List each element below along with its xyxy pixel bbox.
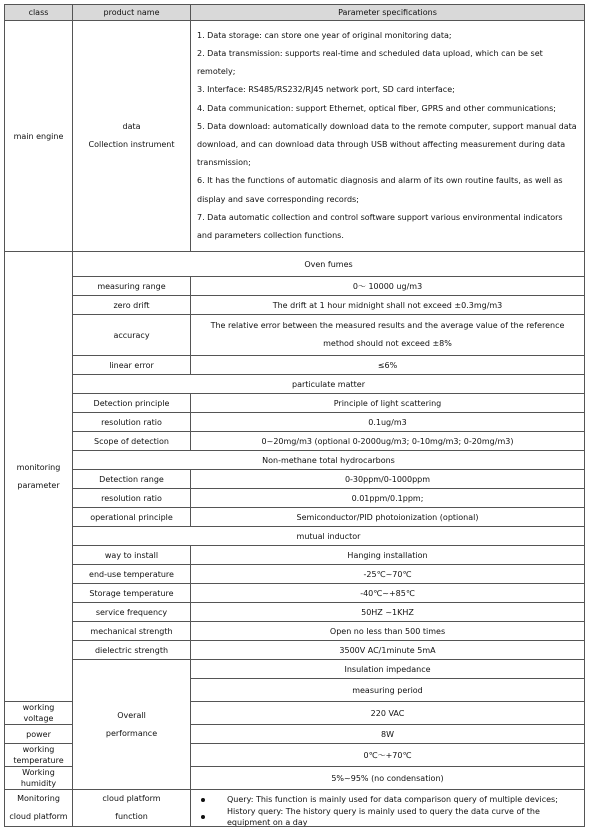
class-line-2: cloud platform [9, 812, 68, 821]
param-name: accuracy [73, 315, 191, 356]
param-value: 50HZ ~1KHZ [191, 603, 585, 622]
param-value: Principle of light scattering [191, 394, 585, 413]
param-name: Storage temperature [73, 584, 191, 603]
spec-item: 5. Data download: automatically download data to the remote computer, support manual data download, and can download data through USB without affecting measurement during data transmission; [197, 121, 577, 168]
param-name: zero drift [73, 296, 191, 315]
table-row [5, 470, 585, 489]
table-row [5, 356, 585, 375]
param-name: operational principle [73, 508, 191, 527]
param-value: 0~20mg/m3 (optional 0-2000ug/m3; 0-10mg/m3; 0-20mg/m3) [191, 432, 585, 451]
table-row [5, 584, 585, 603]
product-line-2: Collection instrument [88, 140, 175, 149]
param-name: Scope of detection [73, 432, 191, 451]
table-row [5, 394, 585, 413]
param-value: 0.01ppm/0.1ppm; [191, 489, 585, 508]
param-name: power [5, 725, 73, 744]
main-engine-row [5, 21, 585, 252]
spec-item: 2. Data transmission: supports real-time and scheduled data upload, which can be set remotely; [197, 48, 543, 77]
param-value: 8W [191, 725, 585, 744]
header-params: Parameter specifications [191, 5, 585, 21]
param-value: 3500V AC/1minute 5mA [191, 641, 585, 660]
param-name: measuring period [191, 679, 585, 702]
section-title: Oven fumes [73, 252, 585, 277]
param-name: Detection range [73, 470, 191, 489]
param-name: measuring range [73, 277, 191, 296]
header-class: class [5, 5, 73, 21]
spec-item: 7. Data automatic collection and control software support various environmental indicators and parameters collection functions. [197, 212, 563, 241]
product-line-2: function [115, 812, 148, 821]
section-nmhc [5, 451, 585, 470]
class-line-1: monitoring [16, 462, 61, 472]
header-row [5, 5, 585, 21]
spec-item: 6. It has the functions of automatic diagnosis and alarm of its own routine faults, as well as display and save corresponding records; [197, 176, 563, 204]
section-mutual-inductor [5, 527, 585, 546]
section-particulate-matter [5, 375, 585, 394]
param-value: ≤6% [191, 356, 585, 375]
table-row [5, 489, 585, 508]
param-value: 0.1ug/m3 [191, 413, 585, 432]
product-line-1: data [122, 122, 141, 131]
table-row [5, 508, 585, 527]
param-value: 0-30ppm/0-1000ppm [191, 470, 585, 489]
product-cloud-function [73, 790, 191, 827]
cloud-spec [191, 790, 585, 827]
bullet-icon [201, 815, 205, 819]
param-value: Semiconductor/PID photoionization (optional) [191, 508, 585, 527]
spec-item: 1. Data storage: can store one year of original monitoring data; [197, 30, 452, 40]
param-name: Detection principle [73, 394, 191, 413]
param-name: end-use temperature [73, 565, 191, 584]
param-value: 0℃～+70℃ [191, 744, 585, 767]
section-title: particulate matter [73, 375, 585, 394]
param-value: Hanging installation [191, 546, 585, 565]
table-row [5, 660, 585, 679]
param-name: Working humidity [5, 767, 73, 790]
param-name: service frequency [73, 603, 191, 622]
product-line-1: cloud platform [102, 794, 161, 803]
main-engine-spec [191, 21, 585, 252]
cloud-row [5, 790, 585, 827]
spec-item: 4. Data communication: support Ethernet, optical fiber, GPRS and other communications; [197, 103, 556, 113]
section-title: Non-methane total hydrocarbons [73, 451, 585, 470]
param-name: resolution ratio [73, 489, 191, 508]
class-main-engine: main engine [5, 21, 73, 252]
param-name: Insulation impedance [191, 660, 585, 679]
class-line-1: Monitoring [17, 794, 60, 803]
table-row [5, 546, 585, 565]
header-product-name: product name [73, 5, 191, 21]
class-overall-performance [73, 660, 191, 790]
section-oven-fumes [5, 252, 585, 277]
param-value: 0～ 10000 ug/m3 [191, 277, 585, 296]
param-value: 220 VAC [191, 702, 585, 725]
table-row [5, 432, 585, 451]
table-row [5, 641, 585, 660]
table-row [5, 296, 585, 315]
param-value: The relative error between the measured results and the average value of the reference method should not exceed ±8% [191, 315, 585, 356]
table-row [5, 603, 585, 622]
class-line-1: Overall [117, 710, 146, 720]
class-line-2: parameter [17, 480, 60, 490]
param-name: way to install [73, 546, 191, 565]
section-title: mutual inductor [73, 527, 585, 546]
param-value: 5%~95% (no condensation) [191, 767, 585, 790]
param-name: dielectric strength [73, 641, 191, 660]
cloud-item-text: Query: This function is mainly used for data comparison query of multiple devices; [227, 795, 558, 804]
list-item [201, 808, 580, 825]
table-row [5, 315, 585, 356]
class-monitoring-cloud [5, 790, 73, 827]
param-name: working voltage [5, 702, 73, 725]
param-value: Open no less than 500 times [191, 622, 585, 641]
param-name: linear error [73, 356, 191, 375]
class-line-2: performance [105, 728, 158, 738]
cloud-item-text: History query: The history query is mainly used to query the data curve of the equipment on a day [227, 806, 540, 827]
class-monitoring-parameter [5, 252, 73, 702]
param-value: -40℃~+85℃ [191, 584, 585, 603]
table-row [5, 622, 585, 641]
param-name: resolution ratio [73, 413, 191, 432]
table-row [5, 413, 585, 432]
param-name: mechanical strength [73, 622, 191, 641]
product-data-collection [73, 21, 191, 252]
spec-item: 3. Interface: RS485/RS232/RJ45 network port, SD card interface; [197, 85, 455, 95]
param-value: The drift at 1 hour midnight shall not exceed ±0.3mg/m3 [191, 296, 585, 315]
param-value: -25℃~70℃ [191, 565, 585, 584]
table-row [5, 565, 585, 584]
table-row [5, 277, 585, 296]
param-name: working temperature [5, 744, 73, 767]
spec-table [4, 4, 585, 827]
bullet-icon [201, 798, 205, 802]
